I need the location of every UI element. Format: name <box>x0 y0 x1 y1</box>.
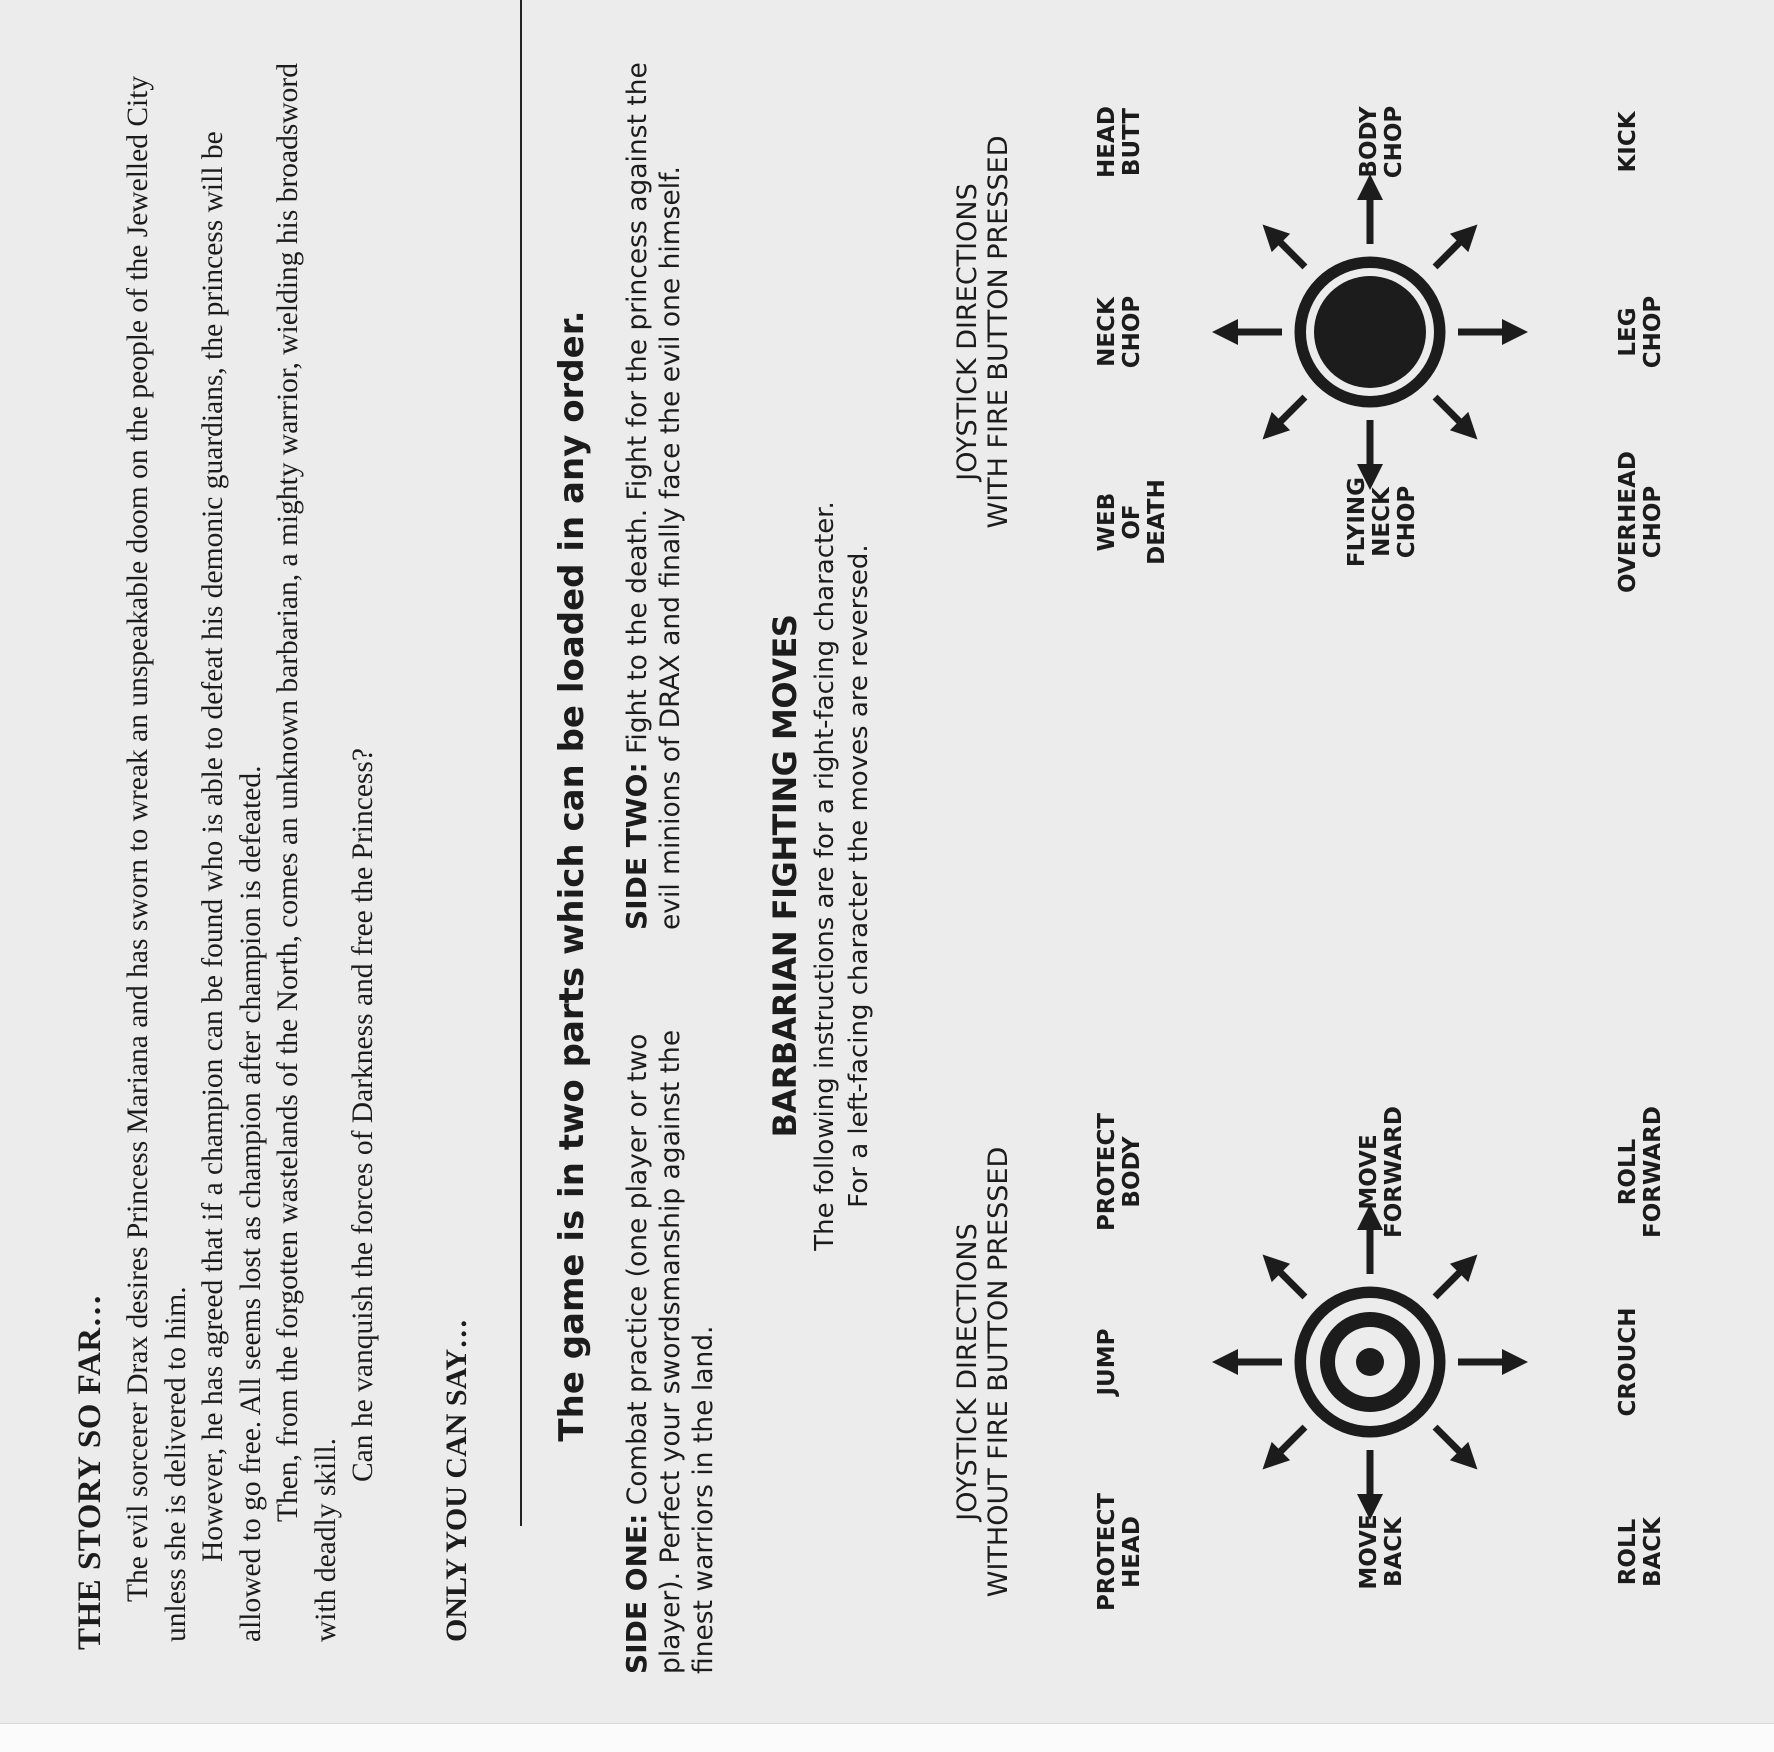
fighting-moves-title: BARBARIAN FIGHTING MOVES <box>766 614 804 1138</box>
story-paragraph-1: The evil sorcerer Drax desires Princess Mariana and has sworn to wreak an unspeakable doom on the people of the Jewelled City unless she is delivered to him. <box>122 75 192 1642</box>
story-paragraph-3: Then, from the forgotten wastelands of the North, comes an unknown barbarian, a mighty warrior, wielding his broadsword with deadly skill. <box>272 63 342 1642</box>
instructions-line-2: For a left-facing character the moves are reversed. <box>844 544 874 1208</box>
up-arrow-head <box>1212 319 1238 345</box>
joystick-without-label-line-2: WITHOUT FIRE BUTTON PRESSED <box>983 1146 1014 1598</box>
move-overhead-chop-label: OVERHEAD CHOP <box>1615 451 1666 594</box>
move-body-chop-label: BODY CHOP <box>1356 105 1407 179</box>
joystick-without-fire-diagram <box>1000 1102 1770 1622</box>
game-parts-heading: The game is in two parts which can be loaded in any order. <box>552 310 592 1442</box>
side-two-description <box>620 30 687 930</box>
move-roll-back-label: ROLL BACK <box>1615 1516 1666 1588</box>
move-web-of-death-label: WEB OF DEATH <box>1094 479 1170 565</box>
joystick-with-label-line-1: JOYSTICK DIRECTIONS <box>952 183 983 481</box>
down-arrow-head <box>1502 1349 1528 1375</box>
joystick-without-label-line-1: JOYSTICK DIRECTIONS <box>952 1223 983 1521</box>
side-two-label: SIDE TWO: <box>620 762 653 930</box>
move-move-back-label: MOVE BACK <box>1356 1514 1407 1590</box>
side-one-label: SIDE ONE: <box>620 1513 653 1674</box>
move-move-forward-label: MOVE FORWARD <box>1356 1106 1407 1238</box>
move-leg-chop-label: LEG CHOP <box>1615 295 1666 369</box>
joystick-with-fire-diagram <box>1000 72 1770 592</box>
move-neck-chop-label: NECK CHOP <box>1094 295 1145 369</box>
move-head-butt-label: HEAD BUTT <box>1094 106 1145 178</box>
instructions-line-1: The following instructions are for a right-facing character. <box>810 501 840 1251</box>
move-kick-label: KICK <box>1615 111 1641 173</box>
move-roll-forward-label: ROLL FORWARD <box>1615 1106 1666 1238</box>
story-text <box>120 62 383 1642</box>
move-flying-neck-chop-label: FLYING NECK CHOP <box>1344 476 1420 568</box>
joystick-with-label-line-2: WITH FIRE BUTTON PRESSED <box>983 135 1014 529</box>
move-protect-body-label: PROTECT BODY <box>1094 1112 1145 1232</box>
fighting-moves-instructions <box>808 0 876 1752</box>
story-paragraph-2: However, he has agreed that if a champion can be found who is able to defeat his demonic guardians, the princess will be allowed to go free. All seems lost as champion after champion is defeated. <box>197 131 267 1642</box>
side-one-text: Combat practice (one player or two player). Perfect your swordsmanship against the finest warriors in the land. <box>622 1029 719 1674</box>
story-title: THE STORY SO FAR… <box>72 1293 108 1650</box>
story-paragraph-4: Can he vanquish the forces of Darkness and free the Princess? <box>347 748 379 1482</box>
move-crouch-label: CROUCH <box>1615 1307 1641 1417</box>
story-closing: ONLY YOU CAN SAY… <box>440 1318 473 1642</box>
move-jump-label: JUMP <box>1094 1328 1120 1396</box>
section-divider <box>520 0 522 1526</box>
side-two-text: Fight to the death. Fight for the princess against the evil minions of DRAX and finally face the evil one himself. <box>622 62 686 930</box>
up-arrow-head <box>1212 1349 1238 1375</box>
down-arrow-head <box>1502 319 1528 345</box>
move-protect-head-label: PROTECT HEAD <box>1094 1492 1145 1612</box>
side-one-description <box>620 974 720 1674</box>
